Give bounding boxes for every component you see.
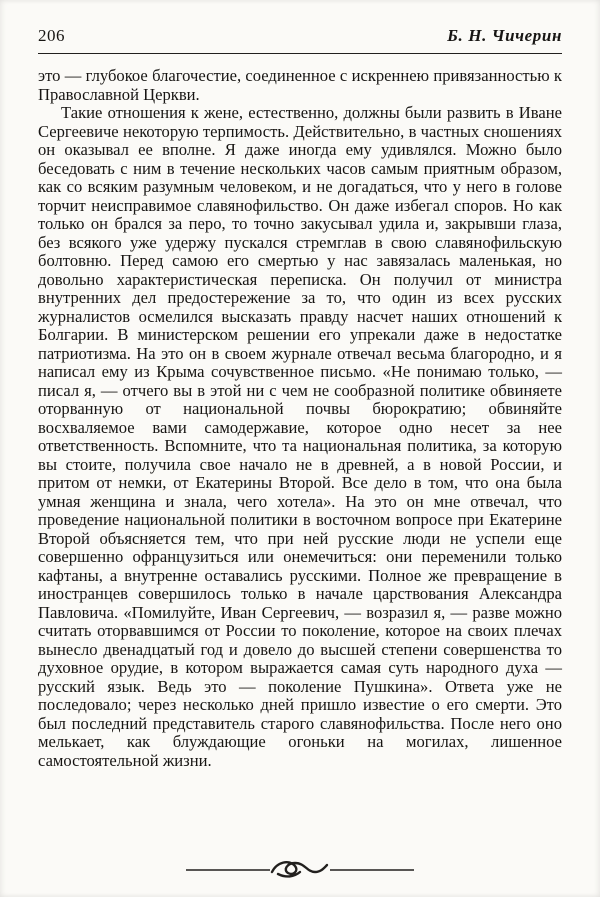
paragraph-main: Такие отношения к жене, естественно, должны были развить в Иване Сергеевиче некоторую терпимость. Действительно, в частных сношениях он оказывал ее вполне. Я даже иногда ему удивлялся. Можно было беседовать с ним в течение нескольких часов самым приятным образом, как со всяким разумным человеком, и не догадаться, что у него в голове торчит неисправимое славянофильство. Он даже избегал споров. Но как только он брался за перо, то точно закусывал удила и, закрывши глаза, без всякого уже удержу пускался стремглав в свою славянофильскую болтовню. Перед самою его смертью у нас завязалась маленькая, но довольно характеристическая переписка. Он получил от министра внутренних дел предостережение за то, что один из всех русских журналистов осмелился высказать правду насчет наших отношений к Болгарии. В министерском решении его упрекали даже в недостатке патриотизма. На это он в своем журнале отвечал весьма благородно, и я написал ему из Крыма сочувственное письмо. «Не понимаю только, — писал я, — отчего вы в этой ни с чем не сообразной политике обвиняете оторванную от национальной почвы бюрократию; обвиняйте восхваляемое вами самодержавие, которое одно несет за нее ответственность. Вспомните, что та национальная политика, за которую вы стоите, получила свое начало не в древней, а в новой России, и притом от немки, от Екатерины Второй. Все дело в том, что она была умная женщина и знала, чего хотела». На это он мне отвечал, что проведение национальной политики в восточном вопросе при Екатерине Второй объясняется тем, что при ней русские люди не успели еще совершенно офранцузиться или онемечиться: они переменили только кафтаны, а внутренне оставались русскими. Полное же превращение в иностранцев совершилось только в начале царствования Александра Павловича. «Помилуйте, Иван Сергеевич, — возразил я, — разве можно считать оторвавшимся от России то поколение, которое на своих плечах вынесло двенадцатый год и довело до высшей степени совершенства то духовное орудие, в котором выражается самая суть народного духа — русский язык. Ведь это — поколение Пушкина». Ответа уже не последовало; через несколько дней пришло известие о его смерти. Это был последний представитель старого славянофильства. После него оно мелькает, как блуждающие огоньки на могилах, лишенное самостоятельной жизни. (38, 103, 562, 770)
paragraph-continuation: это — глубокое благочестие, соединенное с искреннею привязанностью к Православной Церкви. (38, 66, 562, 104)
page-number: 206 (38, 26, 65, 45)
header-rule (38, 53, 562, 54)
end-flourish (0, 857, 600, 883)
flourish-divider-icon (184, 857, 416, 883)
running-head-author: Б. Н. Чичерин (447, 26, 562, 45)
body-text (38, 67, 562, 770)
page-header (38, 26, 562, 46)
